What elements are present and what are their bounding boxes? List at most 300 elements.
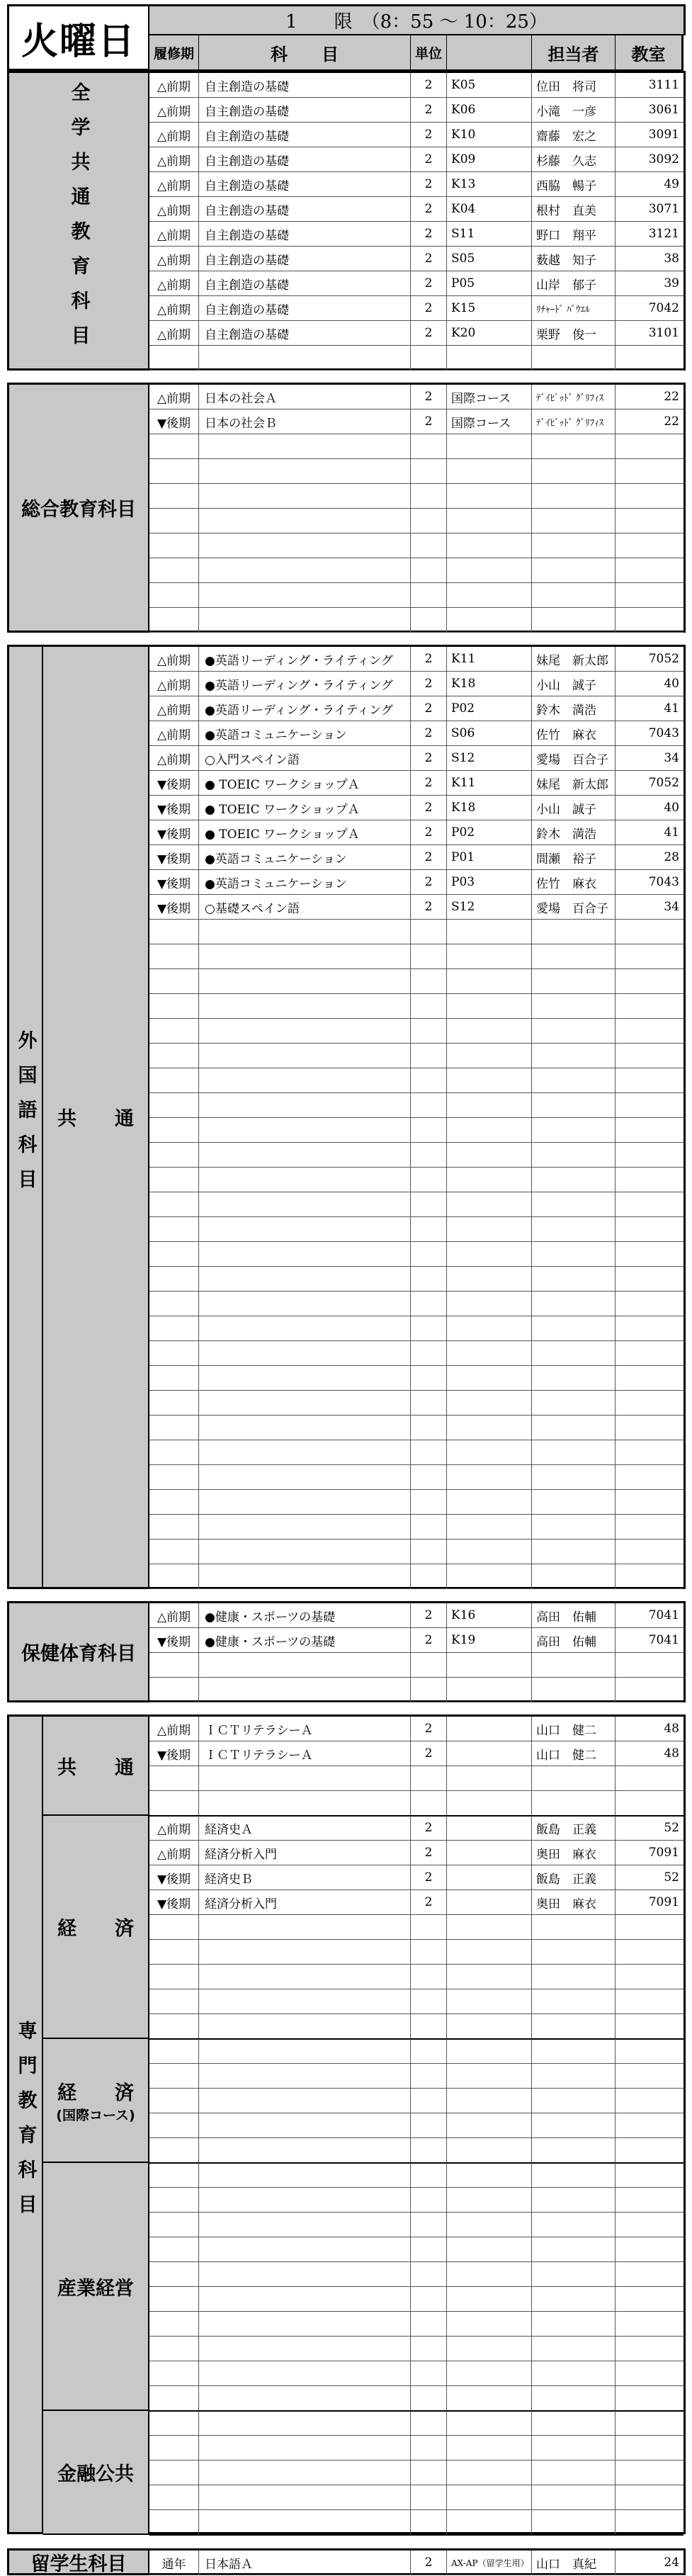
subsection-label-text: 経 済 [57,1918,134,1940]
cell-room [616,583,684,607]
cell-teacher [532,583,616,607]
cell-unit [411,2287,447,2311]
cell-room: 41 [664,701,679,716]
table-row [149,73,684,98]
cell-unit [411,1965,447,1989]
table-row-empty [149,2386,684,2411]
table-row-empty [149,608,684,633]
cell-cls: S12 [447,895,532,919]
cell-room [616,1192,684,1216]
cell-teacher [532,2188,616,2212]
cell-term [149,2039,199,2063]
table-row-empty [149,2436,684,2461]
cell-cls [447,1490,532,1514]
table-row-empty [149,2213,684,2237]
cell-term: △前期 [149,1816,199,1840]
cell-subject: 自主創造の基礎 [199,321,411,345]
cell-room: 7042 [648,301,679,315]
cell-subject [199,509,411,533]
cell-teacher [532,1093,616,1117]
cell-teacher [532,1766,616,1790]
cell-cls: P03 [447,870,532,894]
cell-cls: K04 [447,197,532,221]
cell-cls: K13 [447,172,532,196]
table-row-empty [149,1093,684,1118]
cell-unit: 2 [411,870,447,894]
cell-teacher [532,2213,616,2237]
cell-subject [199,1515,411,1539]
cell-cls: K18 [447,796,532,820]
table-row-empty [149,1416,684,1440]
cell-room [616,1515,684,1539]
table-row-empty [149,583,684,608]
cell-room [616,1341,684,1365]
cell-room [616,2436,684,2460]
cell-teacher: 高田 佑輔 [532,1628,616,1652]
cell-unit: 2 [411,197,447,221]
cell-teacher [532,1989,616,2013]
cell-teacher [532,1653,616,1677]
cell-teacher: 小滝 一彦 [532,98,616,122]
cell-teacher [532,2461,616,2485]
cell-subject [199,1391,411,1415]
cell-subject [199,2138,411,2162]
table-row [149,696,684,721]
cell-cls [447,1168,532,1192]
cell-room [616,1316,684,1340]
section-label-text: 専門教育科目 [14,2020,37,2229]
cell-room [616,1940,684,1964]
table-row-empty [149,1118,684,1143]
section-label [9,2550,149,2573]
cell-unit: 2 [411,845,447,869]
cell-subject [199,2386,411,2410]
cell-unit [411,533,447,558]
table-row-empty [149,2337,684,2361]
cell-term [149,2337,199,2361]
cell-term [149,1019,199,1043]
cell-term [149,1242,199,1266]
cell-teacher: ﾃﾞｲﾋﾞｯﾄﾞ ｸﾞﾘﾌｨｽ [532,385,616,409]
table-row-empty [149,1019,684,1044]
cell-unit: 2 [411,123,447,147]
cell-unit [411,1416,447,1440]
table-row-empty [149,1564,684,1589]
cell-cls [447,1678,532,1702]
cell-term: △前期 [149,197,199,221]
cell-teacher [532,2485,616,2509]
table-row [149,771,684,796]
table-row [149,98,684,123]
cell-teacher [532,346,616,370]
subsection-label [43,2163,149,2411]
subsection-label-text: 産業経営 [57,2277,134,2300]
cell-room [616,2039,684,2063]
cell-unit [411,1267,447,1291]
cell-teacher: 薮越 知子 [532,247,616,271]
cell-teacher: 奥田 麻衣 [532,1841,616,1865]
cell-room: 22 [664,414,679,429]
cell-unit: 2 [411,796,447,820]
cell-subject [199,969,411,993]
cell-room [616,2411,684,2435]
cell-cls [447,1068,532,1092]
cell-cls [447,1865,532,1889]
table-row-empty [149,1989,684,2014]
cell-teacher: 杉藤 久志 [532,147,616,171]
cell-cls [447,1341,532,1365]
cell-unit [411,2262,447,2286]
cell-subject [199,2436,411,2460]
cell-unit [411,994,447,1018]
cell-room [616,1766,684,1790]
cell-cls [447,1440,532,1464]
table-row-empty [149,1341,684,1366]
cell-unit [411,2138,447,2162]
cell-term: △前期 [149,172,199,196]
cell-teacher [532,1915,616,1939]
subsection-label [43,1717,149,1816]
cell-teacher [532,1440,616,1464]
cell-room [616,2064,684,2088]
cell-term: ▼後期 [149,1890,199,1914]
cell-room [616,1267,684,1291]
cell-subject [199,1019,411,1043]
cell-subject [199,583,411,607]
cell-cls [447,1044,532,1068]
cell-unit [411,2039,447,2063]
cell-cls: S06 [447,721,532,745]
cell-subject [199,1940,411,1964]
cell-cls [447,2113,532,2137]
cell-subject [199,1366,411,1390]
cell-subject [199,484,411,508]
cell-cls [447,1416,532,1440]
cell-unit: 2 [411,771,447,795]
cell-room: 24 [664,2555,679,2570]
cell-unit [411,2312,447,2336]
section-label [9,647,43,1587]
table-row [149,147,684,172]
cell-subject: ○入門スペイン語 [199,746,411,770]
cell-term [149,1118,199,1142]
cell-subject: ＩＣＴリテラシーＡ [199,1741,411,1766]
group-divider [149,2534,684,2536]
cell-subject [199,1267,411,1291]
cell-room: 7091 [648,1846,679,1860]
cell-unit: 2 [411,296,447,320]
table-row [149,385,684,409]
cell-teacher [532,1490,616,1514]
cell-unit [411,1366,447,1390]
cell-room [616,1540,684,1564]
cell-subject: ○基礎スペイン語 [199,895,411,919]
cell-subject [199,2237,411,2261]
cell-term: ▼後期 [149,895,199,919]
cell-room [616,1168,684,1192]
cell-subject: 経済分析入門 [199,1841,411,1865]
cell-term: △前期 [149,696,199,721]
table-row-empty [149,533,684,558]
table-row-empty [149,2163,684,2188]
cell-term: ▼後期 [149,771,199,795]
cell-room: 28 [664,850,679,864]
cell-cls [447,1515,532,1539]
table-row-empty [149,346,684,371]
cell-term [149,1267,199,1291]
cell-subject [199,1192,411,1216]
cell-term: ▼後期 [149,1865,199,1889]
subsection-label [43,2411,149,2535]
cell-cls: P01 [447,845,532,869]
cell-subject [199,1168,411,1192]
cell-cls [447,608,532,632]
cell-teacher: 山口 健二 [532,1717,616,1741]
cell-teacher: 奥田 麻衣 [532,1890,616,1914]
cell-cls: K20 [447,321,532,345]
cell-teacher [532,2337,616,2361]
cell-term [149,2485,199,2509]
cell-teacher: 齋藤 宏之 [532,123,616,147]
subsection-label [43,1816,149,2039]
cell-teacher [532,1316,616,1340]
cell-subject [199,1316,411,1340]
cell-subject [199,920,411,944]
table-row-empty [149,1965,684,1989]
cell-unit [411,1515,447,1539]
cell-cls: K11 [447,771,532,795]
cell-cls: S11 [447,222,532,246]
cell-unit: 2 [411,98,447,122]
cell-cls [447,1717,532,1741]
cell-cls [447,2461,532,2485]
cell-unit: 2 [411,1603,447,1627]
cell-subject [199,1540,411,1564]
cell-term [149,2237,199,2261]
cell-cls: AX-AP（留学生用） [447,2550,532,2575]
table-row-empty [149,944,684,969]
table-row-empty [149,2287,684,2312]
cell-room [616,944,684,968]
cell-room [616,2188,684,2212]
cell-subject: ●英語リーディング・ライティング [199,672,411,696]
cell-room [616,1564,684,1588]
cell-room [616,1217,684,1241]
cell-subject: 経済分析入門 [199,1890,411,1914]
table-row-empty [149,2461,684,2485]
cell-cls [447,459,532,483]
cell-term: △前期 [149,147,199,171]
cell-teacher: 飯島 正義 [532,1816,616,1840]
cell-teacher: 野口 翔平 [532,222,616,246]
table-row-empty [149,1068,684,1093]
cell-unit [411,509,447,533]
table-row [149,222,684,247]
cell-teacher [532,1515,616,1539]
table-row-empty [149,969,684,994]
cell-cls [447,1940,532,1964]
cell-cls [447,533,532,558]
table-row-empty [149,1366,684,1391]
cell-room [616,533,684,558]
cell-cls [447,2237,532,2261]
cell-teacher [532,1267,616,1291]
cell-term [149,994,199,1018]
cell-cls [447,994,532,1018]
cell-cls [447,944,532,968]
cell-unit [411,2386,447,2410]
cell-teacher [532,1068,616,1092]
table-row-empty [149,1044,684,1068]
cell-teacher [532,1540,616,1564]
cell-subject [199,2188,411,2212]
subsection-label-text: 金融公共 [57,2463,134,2485]
cell-subject [199,2064,411,2088]
cell-teacher: 飯島 正義 [532,1865,616,1889]
cell-teacher [532,484,616,508]
table-row-empty [149,2188,684,2213]
cell-subject [199,1678,411,1702]
cell-unit [411,2510,447,2534]
cell-subject: 自主創造の基礎 [199,98,411,122]
cell-term [149,1292,199,1316]
cell-unit: 2 [411,172,447,196]
cell-cls [447,2089,532,2113]
cell-room [616,2138,684,2162]
cell-room [616,2089,684,2113]
cell-cls [447,2014,532,2038]
subsection-label [43,2039,149,2163]
cell-unit [411,969,447,993]
cell-room: 52 [664,1870,679,1885]
cell-cls [447,1316,532,1340]
cell-subject [199,1653,411,1677]
table-row [149,1890,684,1915]
cell-term [149,1564,199,1588]
column-header-term: 履修期 [149,35,199,71]
cell-term [149,1766,199,1790]
subsection-label [43,647,149,1587]
cell-unit [411,1915,447,1939]
cell-teacher [532,1366,616,1390]
cell-term [149,2163,199,2187]
cell-subject: ● TOEIC ワークショップＡ [199,820,411,844]
cell-term [149,434,199,458]
cell-subject: 自主創造の基礎 [199,172,411,196]
cell-room [616,2262,684,2286]
table-row-empty [149,1540,684,1564]
cell-cls: S05 [447,247,532,271]
cell-room: 7052 [648,776,679,790]
table-row [149,1603,684,1628]
cell-unit [411,1019,447,1043]
cell-unit [411,1168,447,1192]
cell-subject [199,533,411,558]
cell-unit [411,1440,447,1464]
table-row-empty [149,2014,684,2039]
table-row-empty [149,920,684,944]
cell-room [616,1292,684,1316]
cell-teacher [532,2089,616,2113]
cell-term [149,2461,199,2485]
cell-subject [199,1044,411,1068]
table-row-empty [149,1143,684,1168]
cell-room [616,920,684,944]
section-label [9,73,149,368]
table-row-empty [149,2361,684,2386]
cell-teacher: 西脇 暢子 [532,172,616,196]
cell-room [616,1989,684,2013]
cell-unit [411,1766,447,1790]
cell-unit [411,2436,447,2460]
cell-room: 48 [664,1746,679,1761]
table-row [149,409,684,434]
cell-cls [447,1391,532,1415]
cell-cls [447,1292,532,1316]
cell-room: 3071 [648,202,679,216]
cell-room [616,1366,684,1390]
cell-subject [199,1440,411,1464]
cell-teacher: 妹尾 新太郎 [532,647,616,671]
section-0 [7,71,686,371]
cell-room [616,2287,684,2311]
table-row-empty [149,1653,684,1678]
cell-cls [447,1741,532,1766]
cell-room [616,1019,684,1043]
table-row-empty [149,1766,684,1791]
cell-cls [447,346,532,370]
cell-teacher [532,1019,616,1043]
cell-term [149,1416,199,1440]
cell-cls [447,1791,532,1815]
cell-subject [199,2113,411,2137]
cell-room [616,1440,684,1464]
cell-term: △前期 [149,746,199,770]
cell-room [616,1044,684,1068]
cell-room [616,1653,684,1677]
cell-term [149,484,199,508]
cell-subject: 自主創造の基礎 [199,247,411,271]
cell-room: 3121 [648,227,679,241]
cell-subject [199,2411,411,2435]
cell-subject [199,608,411,632]
cell-term [149,1192,199,1216]
cell-room [616,969,684,993]
cell-teacher [532,2014,616,2038]
cell-term: △前期 [149,1717,199,1741]
cell-term [149,920,199,944]
cell-term [149,2113,199,2137]
cell-term: △前期 [149,73,199,97]
table-row-empty [149,2039,684,2064]
table-row-empty [149,558,684,583]
table-row-empty [149,1440,684,1465]
day-title: 火曜日 [7,4,149,71]
cell-unit: 2 [411,321,447,345]
table-row-empty [149,2138,684,2163]
table-row-empty [149,509,684,533]
cell-term: △前期 [149,1603,199,1627]
cell-cls [447,1989,532,2013]
cell-subject [199,2014,411,2038]
cell-subject [199,994,411,1018]
cell-subject [199,558,411,582]
cell-subject [199,2485,411,2509]
table-row [149,647,684,672]
cell-room [616,1416,684,1440]
table-row-empty [149,2064,684,2089]
cell-subject [199,434,411,458]
